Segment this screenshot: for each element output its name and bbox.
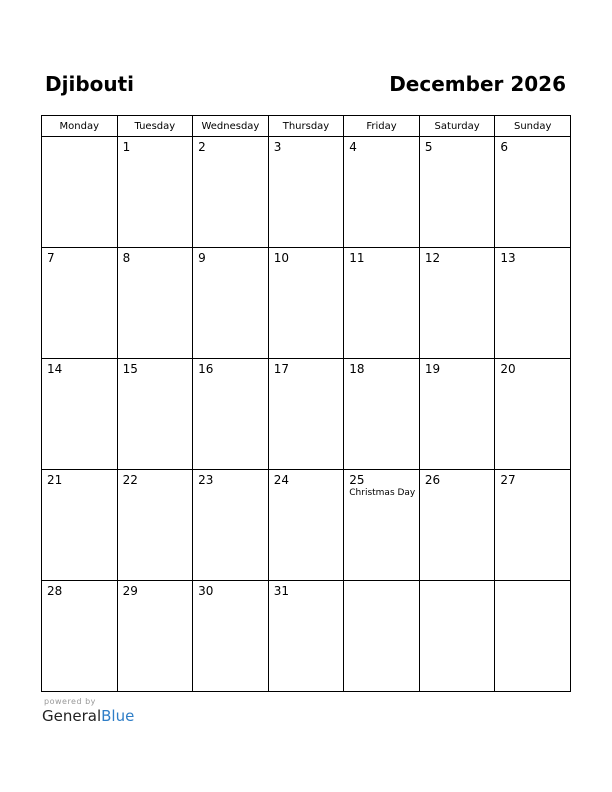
day-cell [495,248,571,359]
day-cell [344,248,420,359]
day-number: 23 [198,473,214,487]
weekday-header: Sunday [495,116,571,137]
day-number: 1 [122,140,131,154]
day-cell [268,137,344,248]
day-cell [495,137,571,248]
day-cell [117,470,193,581]
day-cell [268,359,344,470]
holiday-label: Christmas Day [349,488,416,498]
day-number: 26 [424,473,441,487]
day-cell [419,137,495,248]
day-cell [344,581,420,692]
day-number: 29 [122,584,138,598]
day-cell [193,248,269,359]
powered-by-label: powered by [44,697,96,706]
day-number: 5 [424,140,433,154]
day-cell [268,248,344,359]
day-number: 12 [424,251,441,265]
weekday-header: Thursday [268,116,344,137]
day-cell [42,470,118,581]
day-cell [42,359,118,470]
day-number: 24 [273,473,289,487]
day-cell [42,581,118,692]
day-cell [193,470,269,581]
day-cell [344,359,420,470]
day-cell [495,581,571,692]
week-row [42,470,571,581]
day-number: 13 [500,251,516,265]
day-cell [117,359,193,470]
day-number: 17 [273,362,289,376]
day-cell [42,137,118,248]
day-number: 19 [424,362,441,376]
day-number: 7 [47,251,55,265]
day-cell [193,581,269,692]
day-number: 4 [349,140,357,154]
day-cell [419,581,495,692]
day-number: 22 [122,473,138,487]
day-number: 31 [273,584,289,598]
day-number [42,137,117,140]
calendar-grid [41,115,571,692]
generalblue-logo[interactable] [42,707,134,725]
day-cell [344,470,420,581]
day-cell [495,470,571,581]
weekday-header: Friday [344,116,420,137]
weekday-header: Tuesday [117,116,193,137]
weekday-header: Wednesday [193,116,269,137]
week-row [42,581,571,692]
day-number: 11 [349,251,365,265]
day-number: 9 [198,251,206,265]
day-number: 14 [47,362,63,376]
day-cell [419,470,495,581]
day-number: 28 [47,584,63,598]
day-number: 20 [500,362,516,376]
weekday-header-row [42,116,571,137]
day-number: 30 [198,584,214,598]
brand-first: General [42,707,102,725]
day-cell [419,248,495,359]
week-row [42,137,571,248]
weekday-header: Saturday [419,116,495,137]
day-cell [193,359,269,470]
day-cell [495,359,571,470]
day-cell [268,581,344,692]
day-number: 8 [122,251,131,265]
week-row [42,248,571,359]
day-number: 2 [198,140,206,154]
day-number: 10 [273,251,289,265]
day-cell [419,359,495,470]
day-number: 15 [122,362,138,376]
day-number [495,581,570,584]
day-cell [193,137,269,248]
brand-second: Blue [101,707,135,725]
weekday-header: Monday [42,116,118,137]
day-cell [117,248,193,359]
day-cell [42,248,118,359]
day-cell [117,137,193,248]
day-number: 25 [349,473,365,487]
month-title: December 2026 [389,72,566,96]
day-cell [344,137,420,248]
country-title: Djibouti [45,72,135,96]
day-number: 6 [500,140,509,154]
day-cell [117,581,193,692]
day-number: 27 [500,473,516,487]
day-cell [268,470,344,581]
week-row [42,359,571,470]
day-number: 16 [198,362,214,376]
day-number: 18 [349,362,365,376]
day-number: 3 [273,140,282,154]
day-number [344,581,419,584]
day-number [420,581,495,584]
day-number: 21 [47,473,63,487]
